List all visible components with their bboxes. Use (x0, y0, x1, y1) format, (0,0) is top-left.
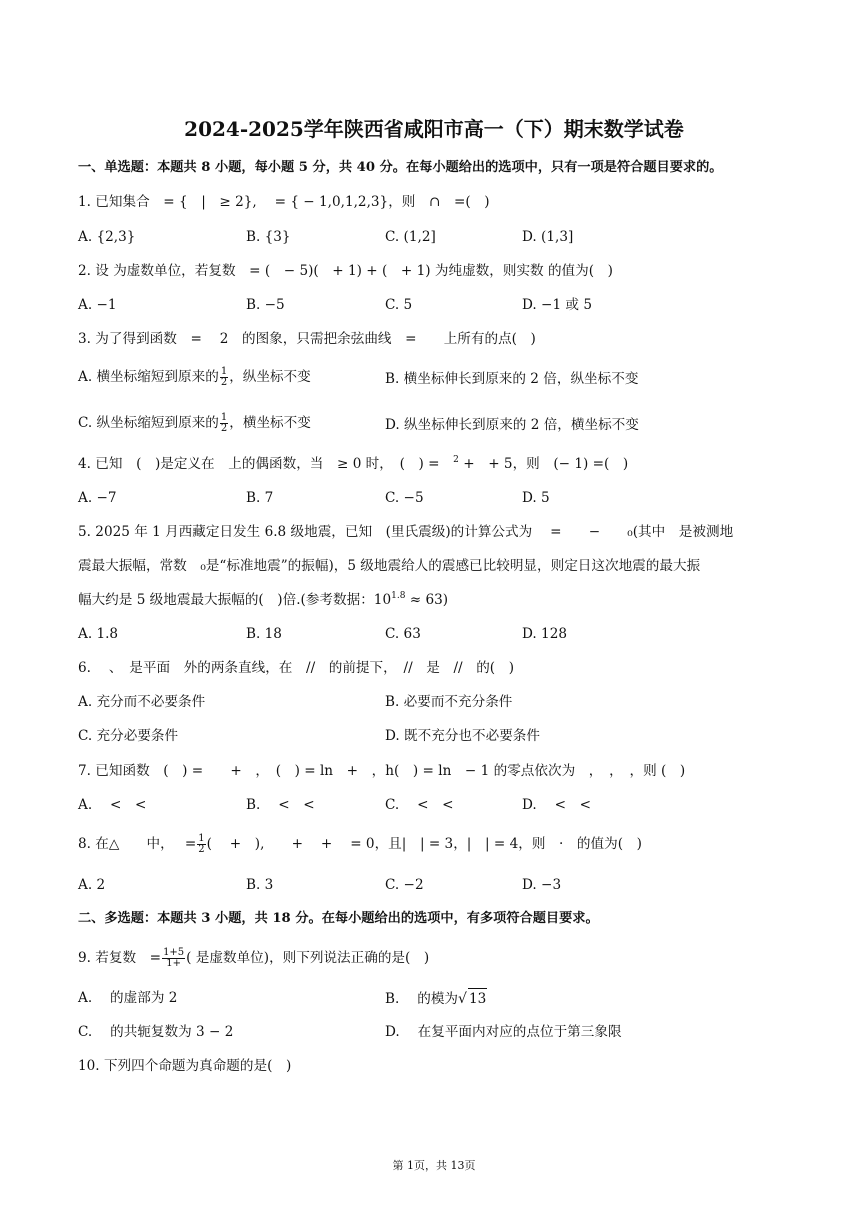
question-5-stem-line-3 (78, 590, 448, 610)
question-7-option-d: D. < < (522, 797, 592, 813)
question-5-stem-line-3-tail: ≈ 63) (405, 592, 449, 608)
question-2-option-b: B. −5 (246, 297, 285, 313)
section-multi-choice-heading: 二、多选题：本题共 3 小题，共 18 分。在每小题给出的选项中，有多项符合题目要求。 (78, 911, 599, 926)
question-5-stem-line-3-text: 幅大约是 5 级地震最大振幅的( )倍.(参考数据：10 (78, 592, 392, 608)
question-8-option-d: D. −3 (522, 877, 562, 893)
question-3-option-a (78, 367, 311, 388)
fraction (162, 948, 185, 969)
question-10-stem: 10. 下列四个命题为真命题的是( ) (78, 1058, 292, 1074)
fraction-denominator: 2 (220, 377, 228, 388)
question-9-option-d: D. 在复平面内对应的点位于第三象限 (385, 1024, 622, 1040)
question-4-stem-text: 4. 已知 ( )是定义在 上的偶函数，当 ≥ 0 时， ( ) = (78, 456, 454, 472)
question-3-option-a-text: A. 横坐标缩短到原来的 (78, 369, 219, 385)
fraction-numerator: 1+5 (163, 947, 185, 958)
fraction-denominator: 2 (198, 844, 205, 855)
question-4-stem (78, 454, 628, 474)
question-1-option-d: D. (1,3] (522, 229, 574, 245)
question-2-option-d: D. −1 或 5 (522, 297, 592, 313)
question-8-option-b: B. 3 (246, 877, 274, 893)
question-1-stem: 1. 已知集合 = { | ≥ 2}, = { − 1,0,1,2,3}，则 ∩ =( ) (78, 194, 490, 210)
question-3-option-c-suffix: ，横坐标不变 (229, 415, 311, 431)
question-8-stem-text: 8. 在△ 中， = (78, 836, 197, 852)
question-8-stem (78, 834, 642, 855)
question-5-option-d: D. 128 (522, 626, 568, 642)
sqrt-radicand: 13 (468, 988, 487, 1009)
question-3-option-c (78, 413, 311, 434)
question-4-option-c: C. −5 (385, 490, 424, 506)
question-4-option-d: D. 5 (522, 490, 550, 506)
question-6-option-d: D. 既不充分也不必要条件 (385, 728, 540, 744)
question-6-option-c: C. 充分必要条件 (78, 728, 179, 744)
question-5-option-b: B. 18 (246, 626, 282, 642)
question-2-option-c: C. 5 (385, 297, 413, 313)
question-3-option-d: D. 纵坐标伸长到原来的 2 倍，横坐标不变 (385, 417, 639, 433)
question-3-option-c-text: C. 纵坐标缩短到原来的 (78, 415, 219, 431)
question-5-stem-line-2: 震最大振幅，常数 ₀是“标准地震”的振幅)，5 级地震给人的震感已比较明显，则定日这次地震的最大振 (78, 558, 701, 574)
question-4-option-b: B. 7 (246, 490, 274, 506)
fraction-numerator: 1 (220, 366, 228, 377)
question-6-option-a: A. 充分而不必要条件 (78, 694, 206, 710)
question-8-option-c: C. −2 (385, 877, 424, 893)
question-8-stem-tail: ( + ), + + = 0，且| | = 3，| | = 4，则 · 的值为( ) (206, 836, 642, 852)
question-9-stem-tail: ( 是虚数单位)，则下列说法正确的是( ) (186, 950, 430, 966)
fraction (197, 834, 205, 855)
fraction-denominator: 2 (220, 423, 228, 434)
question-8-option-a: A. 2 (78, 877, 106, 893)
question-3-option-b: B. 横坐标伸长到原来的 2 倍，纵坐标不变 (385, 371, 639, 387)
question-5-stem-line-1: 5. 2025 年 1 月西藏定日发生 6.8 级地震，已知 (里氏震级)的计算公式为 = − ₀(其中 是被测地 (78, 524, 734, 540)
question-6-option-b: B. 必要而不充分条件 (385, 694, 513, 710)
question-7-option-a: A. < < (78, 797, 147, 813)
question-1-option-c: C. (1,2] (385, 229, 436, 245)
fraction (220, 367, 228, 388)
question-1-option-a: A. {2,3} (78, 229, 136, 245)
question-9-option-a: A. 的虚部为 2 (78, 990, 178, 1006)
question-2-stem: 2. 设 为虚数单位，若复数 = ( − 5)( + 1) + ( + 1) 为纯虚数，则实数 的值为( ) (78, 263, 613, 279)
question-3-option-a-suffix: ，纵坐标不变 (229, 369, 311, 385)
page-footer: 第 1页，共 13页 (392, 1159, 476, 1172)
question-9-option-b-text: B. 的模为 (385, 991, 459, 1007)
exponent: 2 (453, 455, 459, 465)
fraction-numerator: 1 (220, 412, 228, 423)
question-9-option-b (385, 988, 487, 1009)
question-5-option-a: A. 1.8 (78, 626, 119, 642)
question-3-stem: 3. 为了得到函数 = 2 的图象，只需把余弦曲线 = 上所有的点( ) (78, 331, 536, 347)
question-9-option-c: C. 的共轭复数为 3 − 2 (78, 1024, 234, 1040)
question-4-stem-tail: + + 5，则 (− 1) =( ) (458, 456, 629, 472)
question-9-stem-text: 9. 若复数 = (78, 950, 162, 966)
fraction-numerator: 1 (198, 833, 205, 844)
question-5-option-c: C. 63 (385, 626, 421, 642)
fraction-denominator: 1+ (166, 958, 181, 969)
question-6-stem: 6. 、 是平面 外的两条直线，在 // 的前提下， // 是 // 的( ) (78, 660, 514, 676)
sqrt-icon: √ (458, 991, 467, 1007)
question-2-option-a: A. −1 (78, 297, 117, 313)
question-1-option-b: B. {3} (246, 229, 291, 245)
exponent: 1.8 (391, 591, 406, 601)
question-7-option-b: B. < < (246, 797, 315, 813)
question-9-stem (78, 948, 429, 969)
page-title: 2024-2025学年陕西省咸阳市高一（下）期末数学试卷 (184, 117, 684, 141)
section-single-choice-heading: 一、单选题：本题共 8 小题，每小题 5 分，共 40 分。在每小题给出的选项中，只有一项是符合题目要求的。 (78, 160, 723, 175)
question-7-option-c: C. < < (385, 797, 454, 813)
question-4-option-a: A. −7 (78, 490, 117, 506)
question-7-stem: 7. 已知函数 ( ) = + ， ( ) = ln + ，h( ) = ln − 1 的零点依次为 ， ， ，则 ( ) (78, 763, 686, 779)
fraction (220, 413, 228, 434)
